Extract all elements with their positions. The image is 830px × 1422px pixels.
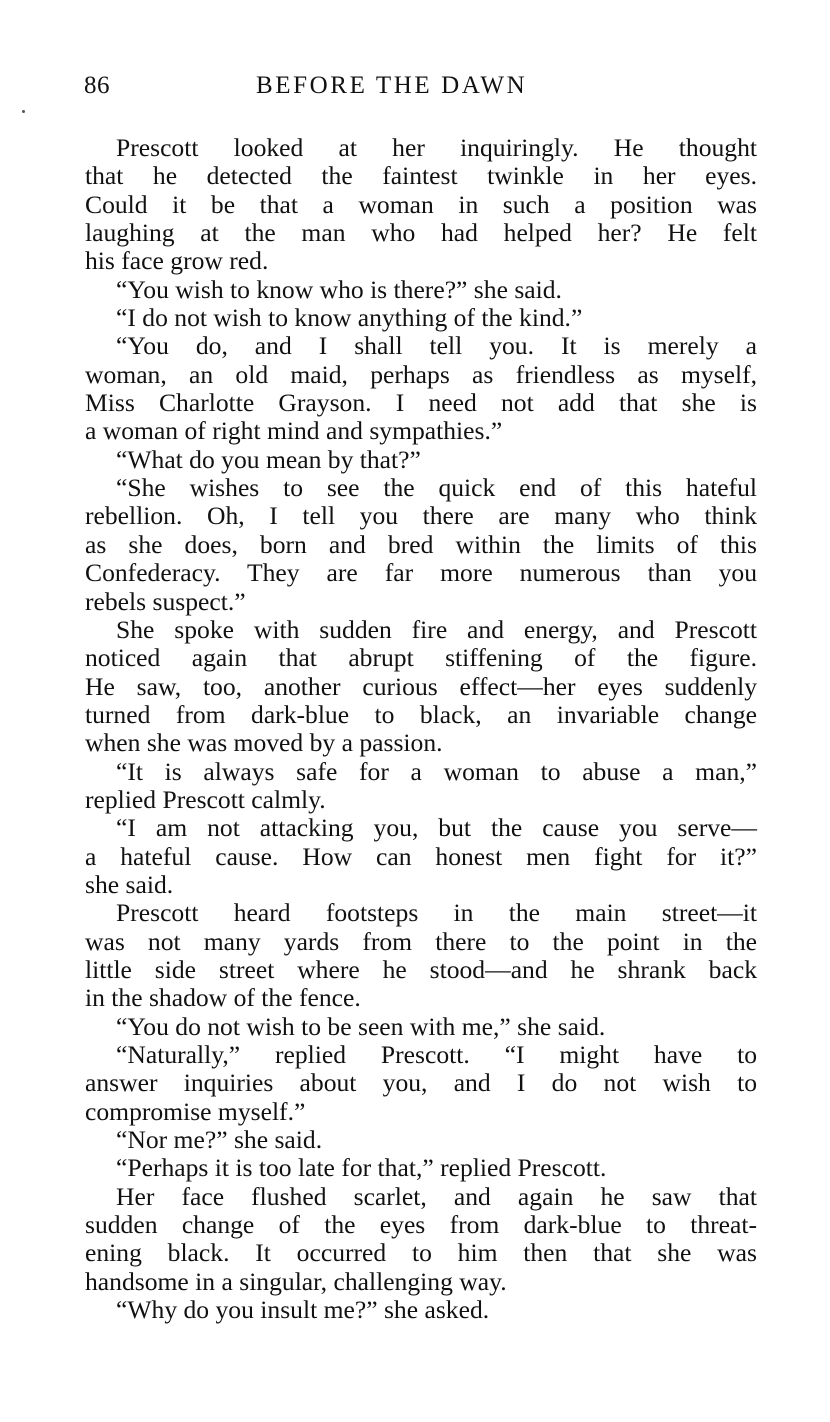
text-line: Her face flushed scarlet, and again he saw that (116, 1181, 757, 1211)
text-line: “I do not wish to know anything of the kind.” (116, 303, 583, 333)
text-line: “What do you mean by that?” (116, 444, 421, 474)
text-line: turned from dark-blue to black, an invariable change (85, 699, 757, 729)
text-line: “Nor me?” she said. (116, 1125, 323, 1155)
text-line: replied Prescott calmly. (85, 784, 326, 814)
text-line: “She wishes to see the quick end of this hateful (116, 473, 757, 503)
text-line: when she was moved by a passion. (85, 728, 443, 758)
text-line: a woman of right mind and sympathies.” (85, 416, 503, 446)
text-line: “You wish to know who is there?” she said. (116, 274, 562, 304)
text-line: was not many yards from there to the point in the (85, 926, 757, 956)
page-number: 86 (84, 72, 110, 99)
text-line: little side street where he stood—and he shrank back (85, 954, 757, 984)
text-line: his face grow red. (85, 246, 269, 276)
text-line: answer inquiries about you, and I do not wish to (85, 1068, 757, 1098)
text-line: in the shadow of the fence. (85, 983, 361, 1013)
text-line: Miss Charlotte Grayson. I need not add that she is (85, 388, 757, 418)
text-line: that he detected the faintest twinkle in her eyes. (85, 161, 757, 191)
text-line: “Why do you insult me?” she asked. (116, 1295, 490, 1325)
text-line: “Naturally,” replied Prescott. “I might have to (116, 1040, 757, 1069)
running-title: BEFORE THE DAWN (256, 72, 528, 99)
text-line: rebels suspect.” (85, 586, 246, 616)
text-line: laughing at the man who had helped her? He felt (85, 218, 757, 248)
text-line: “It is always safe for a woman to abuse a man,” (116, 756, 757, 786)
text-line: rebellion. Oh, I tell you there are many who think (85, 501, 757, 531)
text-line: Prescott looked at her inquiringly. He thought (116, 133, 757, 162)
text-line: handsome in a singular, challenging way. (85, 1266, 507, 1296)
text-line: She spoke with sudden fire and energy, and Prescott (116, 614, 757, 644)
text-line: ening black. It occurred to him then that she was (85, 1238, 757, 1268)
text-line: woman, an old maid, perhaps as friendless as myself, (85, 359, 757, 389)
text-line: Confederacy. They are far more numerous than you (85, 558, 757, 588)
text-line: “Perhaps it is too late for that,” replied Prescott. (116, 1153, 607, 1183)
text-line: He saw, too, another curious effect—her eyes suddenly (85, 671, 757, 701)
text-line: “I am not attacking you, but the cause you serve— (116, 813, 757, 843)
text-line: a hateful cause. How can honest men fight for it?” (85, 841, 757, 871)
text-line: noticed again that abrupt stiffening of the figure. (85, 643, 757, 673)
text-line: as she does, born and bred within the limits of this (85, 529, 757, 559)
text-line: Prescott heard footsteps in the main street—it (116, 898, 757, 928)
text-line: compromise myself.” (85, 1096, 306, 1126)
page-header (84, 72, 756, 106)
text-line: she said. (85, 869, 174, 899)
stray-ink-mark (22, 110, 25, 113)
text-line: “You do, and I shall tell you. It is merely a (116, 331, 757, 361)
text-line: sudden change of the eyes from dark-blue to threat- (85, 1210, 757, 1240)
body-text (85, 134, 757, 1324)
text-line: “You do not wish to be seen with me,” she said. (116, 1011, 606, 1041)
text-line: Could it be that a woman in such a position was (85, 189, 757, 219)
